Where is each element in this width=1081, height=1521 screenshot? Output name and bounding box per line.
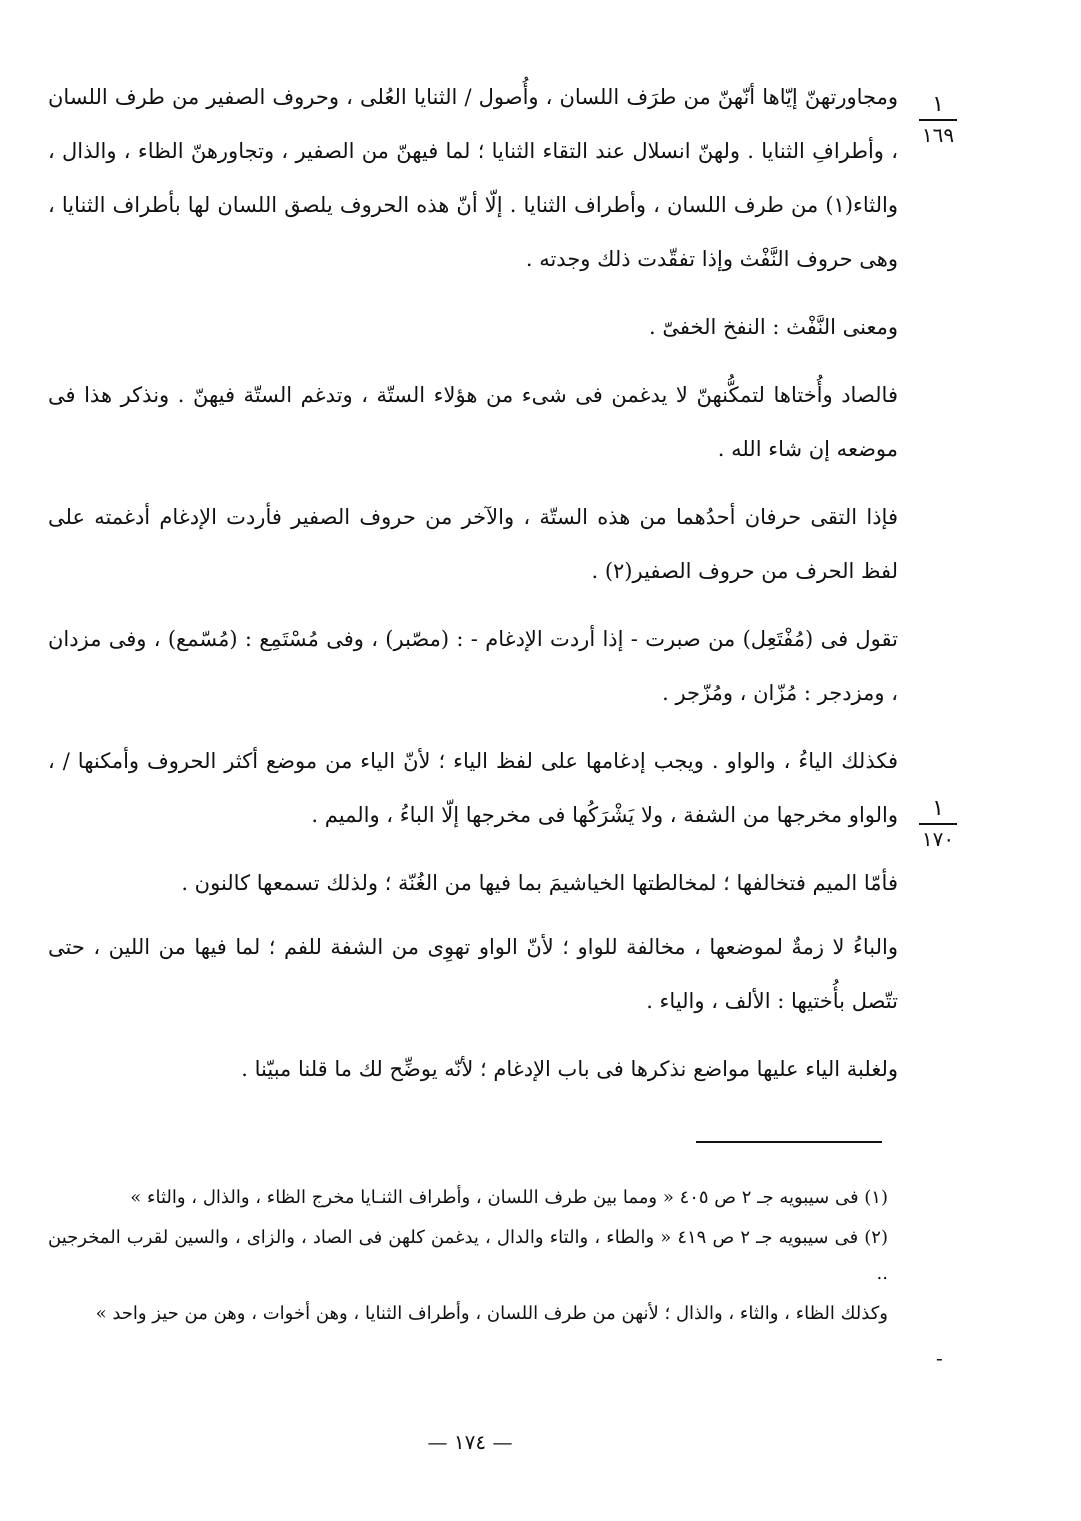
margin-ref-volume: ١ [932, 92, 944, 117]
footnote-1: (١) فى سيبويه جـ ٢ ص ٤٠٥ « ومما بين طرف اللسان ، وأطراف الثنـايا مخرج الظاء ، والذال ، والثاء » [130, 1187, 888, 1208]
margin-ref-divider [919, 823, 957, 825]
margin-ref-page: ١٦٩ [921, 123, 955, 147]
margin-ref-divider [919, 119, 957, 121]
paragraph-6: فكذلك الياءُ ، والواو . ويجب إدغامها على لفظ الياء ؛ لأنّ الياء من موضع أكثر الحروف وأمكنها / ، والواو مخرجها من الشفة ، ولا يَشْرَكُها فى مخرجها إلّا الباءُ ، والميم . [48, 749, 898, 827]
paragraph-9: ولغلبة الياء عليها مواضع نذكرها فى باب الإدغام ؛ لأنّه يوضِّح لك ما قلنا مبيّنا . [241, 1057, 898, 1081]
page-number: — ١٧٤ — [427, 1430, 513, 1454]
margin-page-reference-169 [913, 92, 963, 148]
margin-page-reference-170 [913, 796, 963, 852]
margin-ref-volume: ١ [932, 796, 944, 821]
paragraph-3: فالصاد وأُختاها لتمكُّنهنّ لا يدغمن فى شىء من هؤلاء الستّة ، وتدغم الستّة فيهنّ . ونذكر هذا فى موضعه إن شاء الله . [48, 383, 898, 461]
paragraph-2: ومعنى النَّفْث : النفخ الخفىّ . [649, 315, 898, 339]
margin-ref-page: ١٧٠ [921, 827, 955, 851]
paragraph-1: ومجاورتهنّ إيّاها أنّهنّ من طرَف اللسان ، وأُصول / الثنايا العُلى ، وحروف الصفير من طرف اللسان ، وأطرافِ الثنايا . ولهنّ انسلال عند التقاء الثنايا ؛ لما فيهنّ من الصفير ، وتجاورهنّ الظاء ، والذال ، والثاء(١) من طرف اللسان ، وأطراف الثنايا . إلّا أنّ هذه الحروف يلصق اللسان لها بأطراف الثنايا ، وهى حروف النَّفْث وإذا تفقّدت ذلك وجدته . [48, 85, 898, 271]
footnotes [48, 1180, 888, 1336]
main-text [48, 70, 898, 1110]
paragraph-8: والباءُ لا زمةٌ لموضعها ، مخالفة للواو ؛ لأنّ الواو تهوِى من الشفة للفم ؛ لما فيها من اللين ، حتى تتّصل بأُختيها : الألف ، والياء . [48, 935, 898, 1013]
margin-dash: - [936, 1346, 943, 1370]
paragraph-5: تقول فى (مُفْتَعِل) من صبرت - إذا أردت الإدغام - : (مصّبر) ، وفى مُسْتَمِع : (مُسّمع) ، وفى مزدان ، ومزدجر : مُزّان ، ومُزّجر . [48, 627, 898, 705]
footnote-2-continuation: وكذلك الظاء ، والثاء ، والذال ؛ لأنهن من طرف اللسان ، وأطراف الثنايا ، وهن أخوات ، وهن من حيز واحد » [95, 1303, 888, 1324]
footnote-2: (٢) فى سيبويه جـ ٢ ص ٤١٩ « والطاء ، والتاء والدال ، يدغمن كلهن فى الصاد ، والزاى ، والسين لقرب المخرجين .. [48, 1227, 888, 1284]
paragraph-7: فأمّا الميم فتخالفها ؛ لمخالطتها الخياشيمَ بما فيها من الغُنّة ؛ ولذلك تسمعها كالنون . [181, 871, 898, 895]
footnote-separator [696, 1141, 882, 1143]
paragraph-4: فإذا التقى حرفان أحدُهما من هذه الستّة ، والآخر من حروف الصفير فأردت الإدغام أدغمته على لفظ الحرف من حروف الصفير(٢) . [48, 505, 898, 583]
